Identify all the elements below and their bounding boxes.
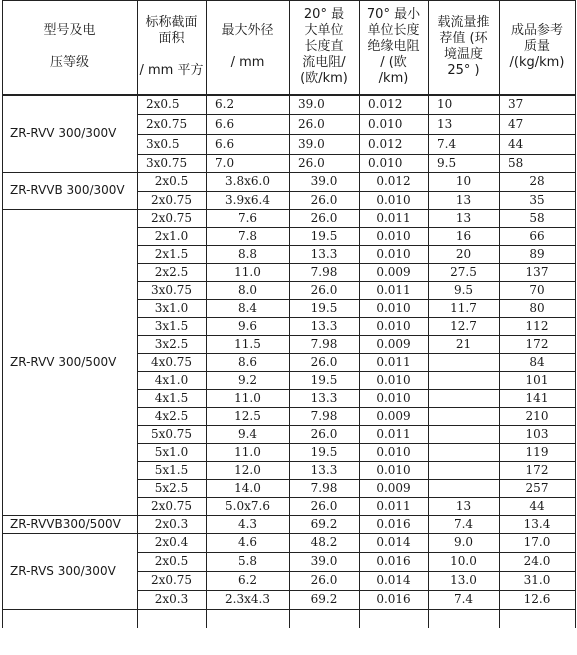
header-line: 25° ) <box>447 63 480 78</box>
table-cell: 0.011 <box>376 210 411 225</box>
header-line: 境温度 <box>443 47 483 62</box>
header-line: 载流量推 <box>437 15 490 30</box>
table-cell: 66 <box>529 228 545 243</box>
table-cell: 24.0 <box>523 554 551 568</box>
table-cell: 7.98 <box>310 408 338 423</box>
table-cell: 101 <box>525 372 549 387</box>
table-cell: 0.010 <box>368 116 403 131</box>
table-cell: 11.0 <box>234 444 261 459</box>
table-cell: 44 <box>508 136 524 151</box>
table-cell: 2x0.75 <box>150 210 193 225</box>
table-cell: 12.7 <box>450 318 477 333</box>
table-cell: 2x0.3 <box>154 592 189 606</box>
table-cell: 2.3x4.3 <box>225 592 270 606</box>
table-cell: 11.7 <box>450 300 477 315</box>
header-cell-6 <box>499 0 575 94</box>
table-cell: 119 <box>525 444 549 459</box>
table-cell: 48.2 <box>310 535 338 549</box>
table-cell <box>428 389 499 407</box>
table-cell: 21 <box>455 336 472 351</box>
table-cell: 137 <box>525 264 549 279</box>
table-cell: 3x1.0 <box>154 300 189 315</box>
table-cell: 0.011 <box>376 426 411 441</box>
header-line: 面积 <box>158 31 185 46</box>
table-cell: 9.4 <box>237 426 258 441</box>
table-cell: 5x2.5 <box>154 480 189 495</box>
header-line: (欧/km) <box>300 71 348 86</box>
row-divider <box>137 317 575 318</box>
table-cell: 39.0 <box>310 554 338 568</box>
table-cell: 6.6 <box>215 136 235 151</box>
table-cell: 31.0 <box>523 573 551 587</box>
table-cell: 70 <box>529 282 545 297</box>
header-cell-4 <box>359 0 428 94</box>
model-cell: ZR-RVV 300/300V <box>10 125 117 140</box>
header-cell-1 <box>137 0 206 94</box>
table-cell: 11.0 <box>234 264 261 279</box>
table-cell: 7.4 <box>437 136 457 151</box>
table-cell: 26.0 <box>310 354 338 369</box>
table-cell: 0.011 <box>376 282 411 297</box>
table-cell: 7.4 <box>453 592 474 606</box>
header-line: /(kg/km) <box>509 55 565 70</box>
group-divider <box>2 515 575 516</box>
header-cell-5 <box>428 0 499 94</box>
table-cell: 2x0.5 <box>146 96 180 111</box>
header-line: 标称截面 <box>145 15 198 30</box>
header-line: 长度直 <box>304 39 344 54</box>
row-divider <box>137 114 575 115</box>
table-cell: 12.5 <box>234 408 261 423</box>
table-cell: 0.014 <box>376 573 411 587</box>
table-cell: 7.4 <box>453 516 474 531</box>
header-line: 质量 <box>523 39 550 54</box>
table-cell: 0.014 <box>376 535 411 549</box>
table-cell: 0.009 <box>376 336 411 351</box>
table-cell: 26.0 <box>310 210 338 225</box>
table-cell: 27.5 <box>450 264 477 279</box>
table-cell: 10 <box>455 174 472 188</box>
table-cell: 6.6 <box>215 116 235 131</box>
model-cell <box>2 609 137 628</box>
table-cell: 11.0 <box>234 390 261 405</box>
header-line: 荐值 (环 <box>439 31 488 46</box>
table-cell: 69.2 <box>310 592 338 606</box>
table-cell: 13.0 <box>450 573 477 587</box>
model-cell: ZR-RVS 300/300V <box>10 563 116 578</box>
table-cell: 2x0.75 <box>150 498 193 513</box>
table-cell: 58 <box>508 155 524 170</box>
table-cell: 14.0 <box>234 480 261 495</box>
table-cell: 0.010 <box>376 300 411 315</box>
table-cell: 0.010 <box>376 246 411 261</box>
table-cell: 3.9x6.4 <box>225 192 270 207</box>
table-cell: 3x0.75 <box>150 282 193 297</box>
table-cell: 9.2 <box>237 372 258 387</box>
table-cell: 13.3 <box>310 246 338 261</box>
table-cell: 13 <box>437 116 453 131</box>
row-divider <box>137 134 575 135</box>
table-cell: 257 <box>525 480 549 495</box>
row-divider <box>137 407 575 408</box>
table-cell: 19.5 <box>310 300 338 315</box>
table-cell: 11.5 <box>234 336 261 351</box>
row-divider <box>137 299 575 300</box>
group-divider <box>2 609 575 610</box>
header-line <box>245 39 249 55</box>
table-cell: 0.012 <box>368 136 403 151</box>
row-divider <box>137 154 575 155</box>
table-cell: 17.0 <box>523 535 551 549</box>
table-cell: 19.5 <box>310 444 338 459</box>
table-cell: 80 <box>529 300 545 315</box>
table-cell: 8.4 <box>237 300 258 315</box>
table-cell <box>428 407 499 425</box>
table-cell: 4.3 <box>237 516 258 531</box>
header-cell-3 <box>289 0 359 94</box>
table-cell <box>428 371 499 389</box>
header-line: /km) <box>378 71 409 86</box>
table-cell: 58 <box>529 210 545 225</box>
table-cell: 0.011 <box>376 354 411 369</box>
table-cell: 2x0.3 <box>154 516 189 531</box>
header-line: 20° 最 <box>303 7 345 22</box>
model-cell: ZR-RVVB300/500V <box>10 516 121 531</box>
table-cell: 9.0 <box>453 535 474 549</box>
table-cell: 5x0.75 <box>150 426 193 441</box>
row-divider <box>137 227 575 228</box>
table-cell: 4.6 <box>237 535 258 549</box>
table-cell: 2x0.75 <box>146 116 188 131</box>
table-cell: 0.016 <box>376 554 411 568</box>
table-cell: 6.2 <box>237 573 258 587</box>
table-cell: 13.3 <box>310 318 338 333</box>
table-cell: 5x1.0 <box>154 444 189 459</box>
header-line <box>169 47 173 63</box>
table-cell: 0.010 <box>368 155 403 170</box>
header-cell-2 <box>206 0 289 94</box>
group-divider <box>2 172 575 173</box>
table-cell: 89 <box>529 246 545 261</box>
table-cell: 13.3 <box>310 390 338 405</box>
table-cell: 9.5 <box>437 155 457 170</box>
model-cell: ZR-RVV 300/500V <box>10 354 117 369</box>
row-divider <box>137 461 575 462</box>
table-cell: 2x2.5 <box>154 264 189 279</box>
table-cell: 4x0.75 <box>150 354 193 369</box>
table-cell: 0.010 <box>376 444 411 459</box>
table-cell <box>428 425 499 443</box>
table-cell: 2x0.5 <box>154 554 189 568</box>
table-cell: 10.0 <box>450 554 477 568</box>
table-cell: 39.0 <box>298 96 325 111</box>
table-cell: 3x1.5 <box>154 318 189 333</box>
table-cell: 4x1.5 <box>154 390 189 405</box>
group-divider <box>2 209 575 210</box>
table-cell: 26.0 <box>310 192 338 207</box>
row-divider <box>137 245 575 246</box>
header-line: / mm 平方 <box>139 63 204 78</box>
row-divider <box>137 335 575 336</box>
table-cell: 0.010 <box>376 372 411 387</box>
table-cell: 26.0 <box>310 282 338 297</box>
table-cell: 7.6 <box>237 210 258 225</box>
table-cell: 12.0 <box>234 462 261 477</box>
table-cell: 19.5 <box>310 372 338 387</box>
table-cell: 26.0 <box>310 426 338 441</box>
table-cell: 7.98 <box>310 480 338 495</box>
table-cell: 19.5 <box>310 228 338 243</box>
row-divider <box>137 263 575 264</box>
table-cell: 6.2 <box>215 96 235 111</box>
table-cell: 0.010 <box>376 318 411 333</box>
table-cell: 2x1.5 <box>154 246 189 261</box>
table-cell: 13 <box>455 498 472 513</box>
header-line: 成品参考 <box>510 23 563 38</box>
table-cell: 10 <box>437 96 453 111</box>
table-cell: 0.009 <box>376 264 411 279</box>
table-cell <box>428 479 499 497</box>
table-cell: 69.2 <box>310 516 338 531</box>
table-cell: 4x2.5 <box>154 408 189 423</box>
header-line: 型号及电 <box>43 23 96 38</box>
table-cell: 2x0.75 <box>150 192 193 207</box>
table-cell: 26.0 <box>310 498 338 513</box>
table-cell: 39.0 <box>310 174 338 188</box>
table-cell: 3x0.75 <box>146 155 188 170</box>
table-cell: 13 <box>455 192 472 207</box>
table-cell: 0.010 <box>376 192 411 207</box>
table-cell: 0.009 <box>376 480 411 495</box>
table-cell: 47 <box>508 116 524 131</box>
header-cell-0 <box>2 0 137 94</box>
table-cell <box>428 443 499 461</box>
header-line: / (欧 <box>380 55 407 70</box>
table-cell: 44 <box>529 498 545 513</box>
table-cell: 112 <box>525 318 549 333</box>
header-line <box>67 39 71 55</box>
table-cell: 0.012 <box>376 174 411 188</box>
header-line: / mm <box>230 55 265 70</box>
header-line: 压等级 <box>49 55 89 70</box>
table-cell: 0.012 <box>368 96 403 111</box>
table-cell: 5x1.5 <box>154 462 189 477</box>
row-divider <box>137 497 575 498</box>
table-cell: 2x0.4 <box>154 535 189 549</box>
table-cell: 8.6 <box>237 354 258 369</box>
table-cell: 16 <box>455 228 472 243</box>
header-line: 70° 最小 <box>366 7 421 22</box>
table-cell: 0.010 <box>376 390 411 405</box>
row-divider <box>137 552 575 553</box>
table-cell: 5.0x7.6 <box>225 498 270 513</box>
row-divider <box>137 479 575 480</box>
table-cell: 4x1.0 <box>154 372 189 387</box>
row-divider <box>137 425 575 426</box>
row-divider <box>137 191 575 192</box>
table-cell: 0.009 <box>376 408 411 423</box>
table-cell: 13.4 <box>523 516 551 531</box>
table-cell: 3.8x6.0 <box>225 174 270 188</box>
table-cell: 2x1.0 <box>154 228 189 243</box>
table-cell: 3x0.5 <box>146 136 180 151</box>
table-cell: 7.0 <box>215 155 235 170</box>
row-divider <box>137 389 575 390</box>
group-divider <box>2 533 575 534</box>
table-cell: 12.6 <box>523 592 551 606</box>
table-cell: 5.8 <box>237 554 258 568</box>
table-cell: 3x2.5 <box>154 336 189 351</box>
table-cell: 0.016 <box>376 516 411 531</box>
table-cell: 210 <box>525 408 549 423</box>
table-cell: 26.0 <box>298 116 325 131</box>
table-cell: 2x0.5 <box>154 174 189 188</box>
row-divider <box>137 443 575 444</box>
table-cell: 9.6 <box>237 318 258 333</box>
table-cell: 141 <box>525 390 549 405</box>
row-divider <box>137 281 575 282</box>
table-cell: 103 <box>525 426 549 441</box>
table-cell: 35 <box>529 192 545 207</box>
table-cell <box>428 353 499 371</box>
table-cell: 8.0 <box>237 282 258 297</box>
table-cell: 7.8 <box>237 228 258 243</box>
table-cell: 0.016 <box>376 592 411 606</box>
table-cell: 39.0 <box>298 136 325 151</box>
table-cell: 2x0.75 <box>150 573 193 587</box>
table-cell: 172 <box>525 462 549 477</box>
table-cell: 7.98 <box>310 264 338 279</box>
table-cell: 28 <box>529 174 545 188</box>
model-cell: ZR-RVVB 300/300V <box>10 183 125 197</box>
row-divider <box>137 571 575 572</box>
header-line: 大单位 <box>304 23 344 38</box>
table-cell: 37 <box>508 96 524 111</box>
row-divider <box>137 371 575 372</box>
table-cell: 84 <box>529 354 545 369</box>
header-line: 绝缘电阻 <box>367 39 420 54</box>
table-cell <box>428 461 499 479</box>
header-line: 流电阻/ <box>302 55 346 70</box>
header-line: 单位长度 <box>367 23 420 38</box>
row-divider <box>137 353 575 354</box>
row-divider <box>137 590 575 591</box>
table-cell: 26.0 <box>298 155 325 170</box>
header-line: 最大外径 <box>221 23 274 38</box>
table-cell: 13 <box>455 210 472 225</box>
table-cell: 13.3 <box>310 462 338 477</box>
table-cell: 0.011 <box>376 498 411 513</box>
table-cell: 7.98 <box>310 336 338 351</box>
table-cell: 26.0 <box>310 573 338 587</box>
table-cell: 0.010 <box>376 228 411 243</box>
table-border-side <box>575 0 576 628</box>
table-cell: 0.010 <box>376 462 411 477</box>
table-cell: 9.5 <box>453 282 474 297</box>
table-cell: 172 <box>525 336 549 351</box>
table-cell: 8.8 <box>237 246 258 261</box>
table-cell: 20 <box>455 246 472 261</box>
